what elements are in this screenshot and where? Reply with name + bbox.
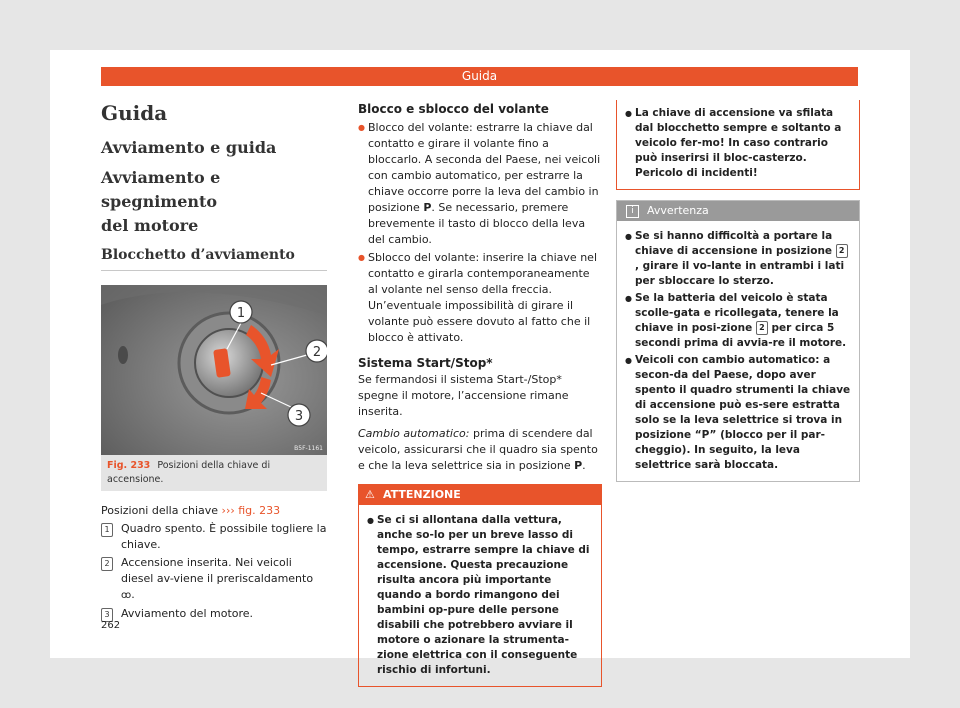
bullet-text: Blocco del volante: estrarre la chiave dal contatto e girare il volante fino a bloccarlo. A seconda del Paese, nei veicoli con cambio automatico, per estrarre la chiave occorre porre la leva del cambio in posizione: [368, 121, 601, 214]
subsection-title-line2: del motore: [101, 216, 199, 235]
item-text: Accensione inserita. Nei veicoli diesel av-viene il preriscaldamento: [121, 556, 314, 585]
list-item: [101, 555, 327, 604]
bullet-bold: P: [423, 201, 432, 214]
warning-header: [359, 485, 601, 505]
position-number: 2: [756, 321, 768, 335]
note-box: [616, 200, 860, 482]
note-body: [617, 221, 859, 481]
note-title: Avvertenza: [647, 204, 709, 217]
list-item: [101, 521, 327, 553]
item-text: Avviamento del motore.: [121, 607, 254, 620]
item-number: 3: [101, 608, 113, 622]
automatic-tail: .: [582, 459, 586, 472]
note-text: Se la batteria del veicolo è stata scolle-gata e ricollegata, tenere la chiave in posi-zione: [635, 292, 839, 334]
item-text-suffix: .: [131, 588, 135, 601]
figure-reference-link[interactable]: ››› fig. 233: [221, 504, 281, 517]
item-number: 1: [101, 523, 113, 537]
figure-number: Fig. 233: [107, 460, 151, 471]
figure-caption-text: Posizioni della chiave di accensione.: [107, 460, 271, 485]
steering-unlock-bullet: ● Sblocco del volante: inserire la chiave nel contatto e girarla contemporaneamente al volante nel senso della freccia. Un’eventuale impossibilità di girare il volante può essere dovuto al fatto che il blocco è attivato.: [358, 250, 602, 346]
figure-callout-1: 1: [236, 306, 246, 321]
ignition-figure: [101, 285, 327, 455]
list-item: [101, 606, 327, 622]
warning-title: ATTENZIONE: [383, 488, 461, 501]
start-stop-para: Se fermandosi il sistema Start-/Stop* spegne il motore, l’accensione rimane inserita.: [358, 373, 569, 418]
automatic-bold: P: [574, 459, 583, 472]
left-column: [101, 100, 327, 624]
info-icon: i: [626, 205, 639, 218]
automatic-para: [358, 426, 602, 474]
subsection-title-line1: Avviamento e spegnimento: [101, 168, 221, 211]
note-bullet: ● Veicoli con cambio automatico: a secon-da del Paese, dopo aver spento il quadro strumenti la chiave di accensione può es-sere estratta solo se la leva selettrice si trova in posizione “P” (blocco per il par-cheggio). In seguito, la leva selettrice sarà bloccata.: [625, 353, 851, 473]
note-text: Se si hanno difficoltà a portare la chiave di accensione in posizione: [635, 230, 833, 257]
positions-intro-text: Posizioni della chiave: [101, 504, 219, 517]
automatic-label: Cambio automatico:: [358, 427, 470, 440]
warning-body: [359, 505, 601, 686]
warning-continuation-text: ● La chiave di accensione va sfilata dal blocchetto sempre e soltanto a veicolo fer-mo! In caso contrario può inserirsi il bloc-casterzo. Pericolo di incidenti!: [625, 106, 851, 181]
right-column: [616, 100, 860, 482]
figure-code: B5F-1161: [294, 445, 323, 452]
page: [50, 50, 910, 676]
page-number: 262: [101, 620, 121, 631]
positions-list: [101, 521, 327, 622]
item-number: 2: [101, 557, 113, 571]
note-text: , girare il vo-lante in entrambi i lati per sbloccare lo sterzo.: [635, 260, 845, 287]
middle-column: [358, 100, 602, 687]
figure-caption: [101, 455, 327, 491]
warning-continuation-box: [616, 100, 860, 190]
positions-intro: [101, 503, 327, 519]
steering-lock-heading: Blocco e sblocco del volante: [358, 102, 549, 116]
topic-title: Blocchetto d’avviamento: [101, 244, 327, 271]
note-bullet: [625, 229, 851, 289]
start-stop-heading: Sistema Start/Stop*: [358, 356, 493, 370]
figure-callout-3: 3: [294, 409, 304, 424]
slot-icon: [118, 346, 128, 364]
steering-lock-bullet: [358, 120, 602, 248]
position-number: 2: [836, 244, 848, 258]
figure-callout-2: 2: [312, 345, 322, 360]
bullet-tail: . Se necessario, premere brevemente il tasto di blocco della leva del cambio.: [368, 201, 586, 246]
ignition-illustration: [101, 285, 327, 455]
section-header: Guida: [101, 67, 858, 86]
item-text: Quadro spento. È possibile togliere la chiave.: [121, 522, 327, 551]
subsection-title: [101, 166, 327, 238]
page-title: Guida: [101, 101, 168, 125]
warning-box: [358, 484, 602, 687]
automatic-text: prima di scendere dal veicolo, assicurarsi che il quadro sia spento e che la leva selettrice sia in posizione: [358, 427, 598, 472]
warning-triangle-icon: ⚠: [365, 488, 375, 501]
note-text: per circa 5 secondi prima di avvia-re il motore.: [635, 322, 847, 349]
section-title: Avviamento e guida: [101, 138, 277, 157]
preheat-icon: ꝏ: [121, 590, 132, 601]
note-bullet: [625, 291, 851, 351]
warning-text: ● Se ci si allontana dalla vettura, anche so-lo per un breve lasso di tempo, estrarre sempre la chiave di accensione. Questa precauzione risulta ancora più importante quando a bordo rimangono dei bambini op-pure delle persone disabili che potrebbero avviare il motore o azionare la strumenta-zione elettrica con il conseguente rischio di infortuni.: [367, 513, 593, 678]
note-header: [617, 201, 859, 221]
